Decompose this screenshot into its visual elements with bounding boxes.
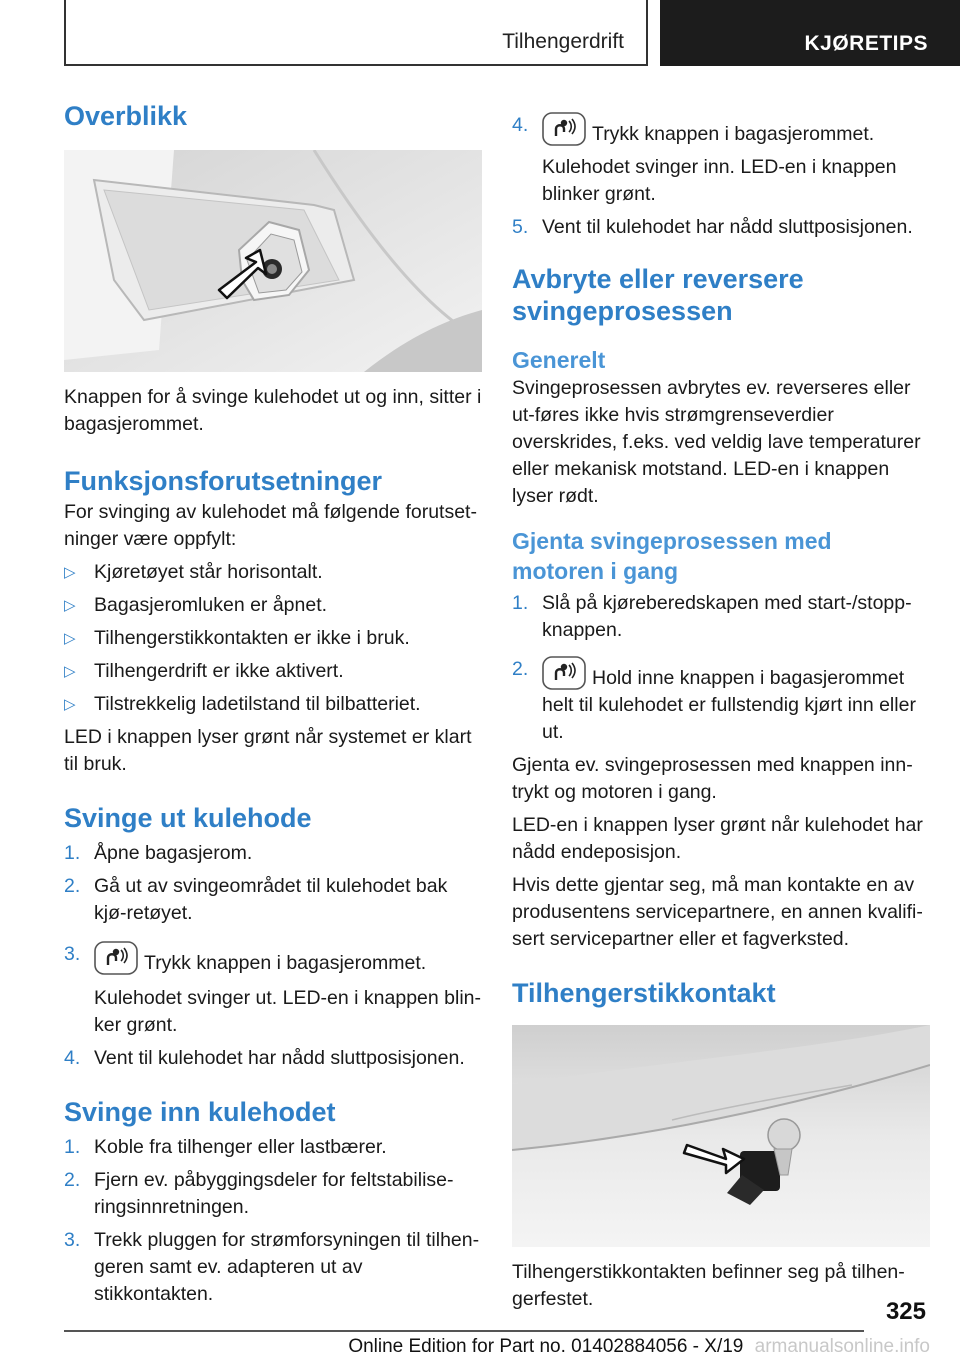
list-item: 5. Vent til kulehodet har nådd sluttposisjonen. bbox=[512, 216, 913, 238]
button-location-image bbox=[64, 150, 482, 372]
repeat-paragraph-3: Hvis dette gjentar seg, må man kontakte en av produsentens servicepartnere, en annen kvalifi-sert servicepartner eller et fagverksted. bbox=[512, 874, 923, 950]
list-item: 2. Gå ut av svingeområdet til kulehodet bak kjø-retøyet. bbox=[64, 875, 448, 924]
abort-heading: Avbryte eller reversere svingeprosessen bbox=[512, 264, 804, 326]
list-item: 2. Fjern ev. påbyggingsdeler for feltstabilise-ringsinnretningen. bbox=[64, 1169, 454, 1218]
section-tab bbox=[64, 0, 648, 66]
overview-caption: Knappen for å svinge kulehodet ut og inn, sitter i bagasjerommet. bbox=[64, 386, 482, 435]
triangle-bullet-icon: ▷ bbox=[64, 663, 76, 680]
section-title: Tilhengerdrift bbox=[502, 30, 624, 53]
swing-in-heading: Svinge inn kulehodet bbox=[64, 1097, 336, 1127]
list-item: 2. Hold inne knappen i bagasjerommet helt til kulehodet er fullstendig kjørt inn eller ut. bbox=[512, 658, 916, 743]
footer-divider bbox=[64, 1330, 864, 1332]
general-text: Svingeprosessen avbrytes ev. reverseres eller ut-føres ikke hvis strømgrenseverdier overskrides, f.eks. ved veldig lave temperaturer eller mekanisk motstand. LED-en i knappen lyser rødt. bbox=[512, 377, 921, 507]
swing-in-steps-continued bbox=[512, 112, 930, 241]
prerequisites-intro: For svinging av kulehodet må følgende forutset-ninger være oppfylt: bbox=[64, 501, 477, 550]
prerequisites-heading: Funksjonsforutsetninger bbox=[64, 466, 383, 496]
triangle-bullet-icon: ▷ bbox=[64, 564, 76, 581]
triangle-bullet-icon: ▷ bbox=[64, 696, 76, 713]
triangle-bullet-icon: ▷ bbox=[64, 597, 76, 614]
list-item: ▷ Tilhengerstikkontakten er ikke i bruk. bbox=[64, 625, 482, 652]
list-item: 1. Slå på kjøreberedskapen med start-/stopp-knappen. bbox=[512, 592, 912, 641]
tow-hitch-button-icon bbox=[542, 656, 586, 690]
list-item: ▷ Bagasjeromluken er åpnet. bbox=[64, 592, 482, 619]
repeat-paragraph-1: Gjenta ev. svingeprosessen med knappen inn-trykt og motoren i gang. bbox=[512, 754, 913, 803]
led-ready-text: LED i knappen lyser grønt når systemet er klart til bruk. bbox=[64, 726, 472, 775]
tow-hitch-button-icon bbox=[542, 112, 586, 146]
page-number: 325 bbox=[885, 1298, 926, 1325]
list-item: 3. Trekk pluggen for strømforsyningen til tilhen-geren samt ev. adapteren ut av stikkontakten. bbox=[64, 1229, 480, 1305]
chapter-tab bbox=[660, 0, 960, 66]
tow-hitch-button-icon bbox=[94, 941, 138, 975]
triangle-bullet-icon: ▷ bbox=[64, 630, 76, 647]
list-item: 3. Trykk knappen i bagasjerommet. Kulehodet svinger ut. LED-en i knappen blin-ker grønt. bbox=[64, 943, 481, 1036]
list-item: 1. Åpne bagasjerom. bbox=[64, 842, 253, 864]
trailer-socket-image bbox=[512, 1025, 930, 1247]
list-item: ▷ Tilstrekkelig ladetilstand til bilbatteriet. bbox=[64, 691, 482, 718]
chapter-title: KJØRETIPS bbox=[804, 32, 928, 55]
footer-edition bbox=[0, 1336, 960, 1358]
list-item: 4. Trykk knappen i bagasjerommet. Kulehodet svinger inn. LED-en i knappen blinker grønt. bbox=[512, 114, 897, 205]
list-item: ▷ Kjøretøyet står horisontalt. bbox=[64, 559, 482, 586]
general-heading: Generelt bbox=[512, 347, 606, 373]
swing-out-steps bbox=[64, 840, 482, 1072]
page-header bbox=[64, 0, 960, 66]
edition-text: Online Edition for Part no. 01402884056 - X/19 bbox=[348, 1336, 744, 1357]
left-column bbox=[64, 100, 482, 1308]
overview-heading: Overblikk bbox=[64, 101, 188, 131]
repeat-paragraph-2: LED-en i knappen lyser grønt når kulehodet har nådd endeposisjon. bbox=[512, 814, 923, 863]
list-item: ▷ Tilhengerdrift er ikke aktivert. bbox=[64, 658, 482, 685]
repeat-heading: Gjenta svingeprosessen med motoren i gang bbox=[512, 528, 832, 584]
swing-in-steps bbox=[64, 1134, 482, 1308]
prerequisites-list bbox=[64, 559, 482, 718]
right-column bbox=[512, 112, 930, 1313]
socket-heading: Tilhengerstikkontakt bbox=[512, 978, 776, 1008]
list-item: 1. Koble fra tilhenger eller lastbærer. bbox=[64, 1136, 387, 1158]
swing-out-heading: Svinge ut kulehode bbox=[64, 803, 312, 833]
repeat-steps bbox=[512, 590, 930, 746]
list-item: 4. Vent til kulehodet har nådd sluttposisjonen. bbox=[64, 1047, 465, 1069]
socket-caption: Tilhengerstikkontakten befinner seg på tilhen-gerfestet. bbox=[512, 1261, 905, 1310]
watermark-text: armanualsonline.info bbox=[754, 1336, 930, 1357]
